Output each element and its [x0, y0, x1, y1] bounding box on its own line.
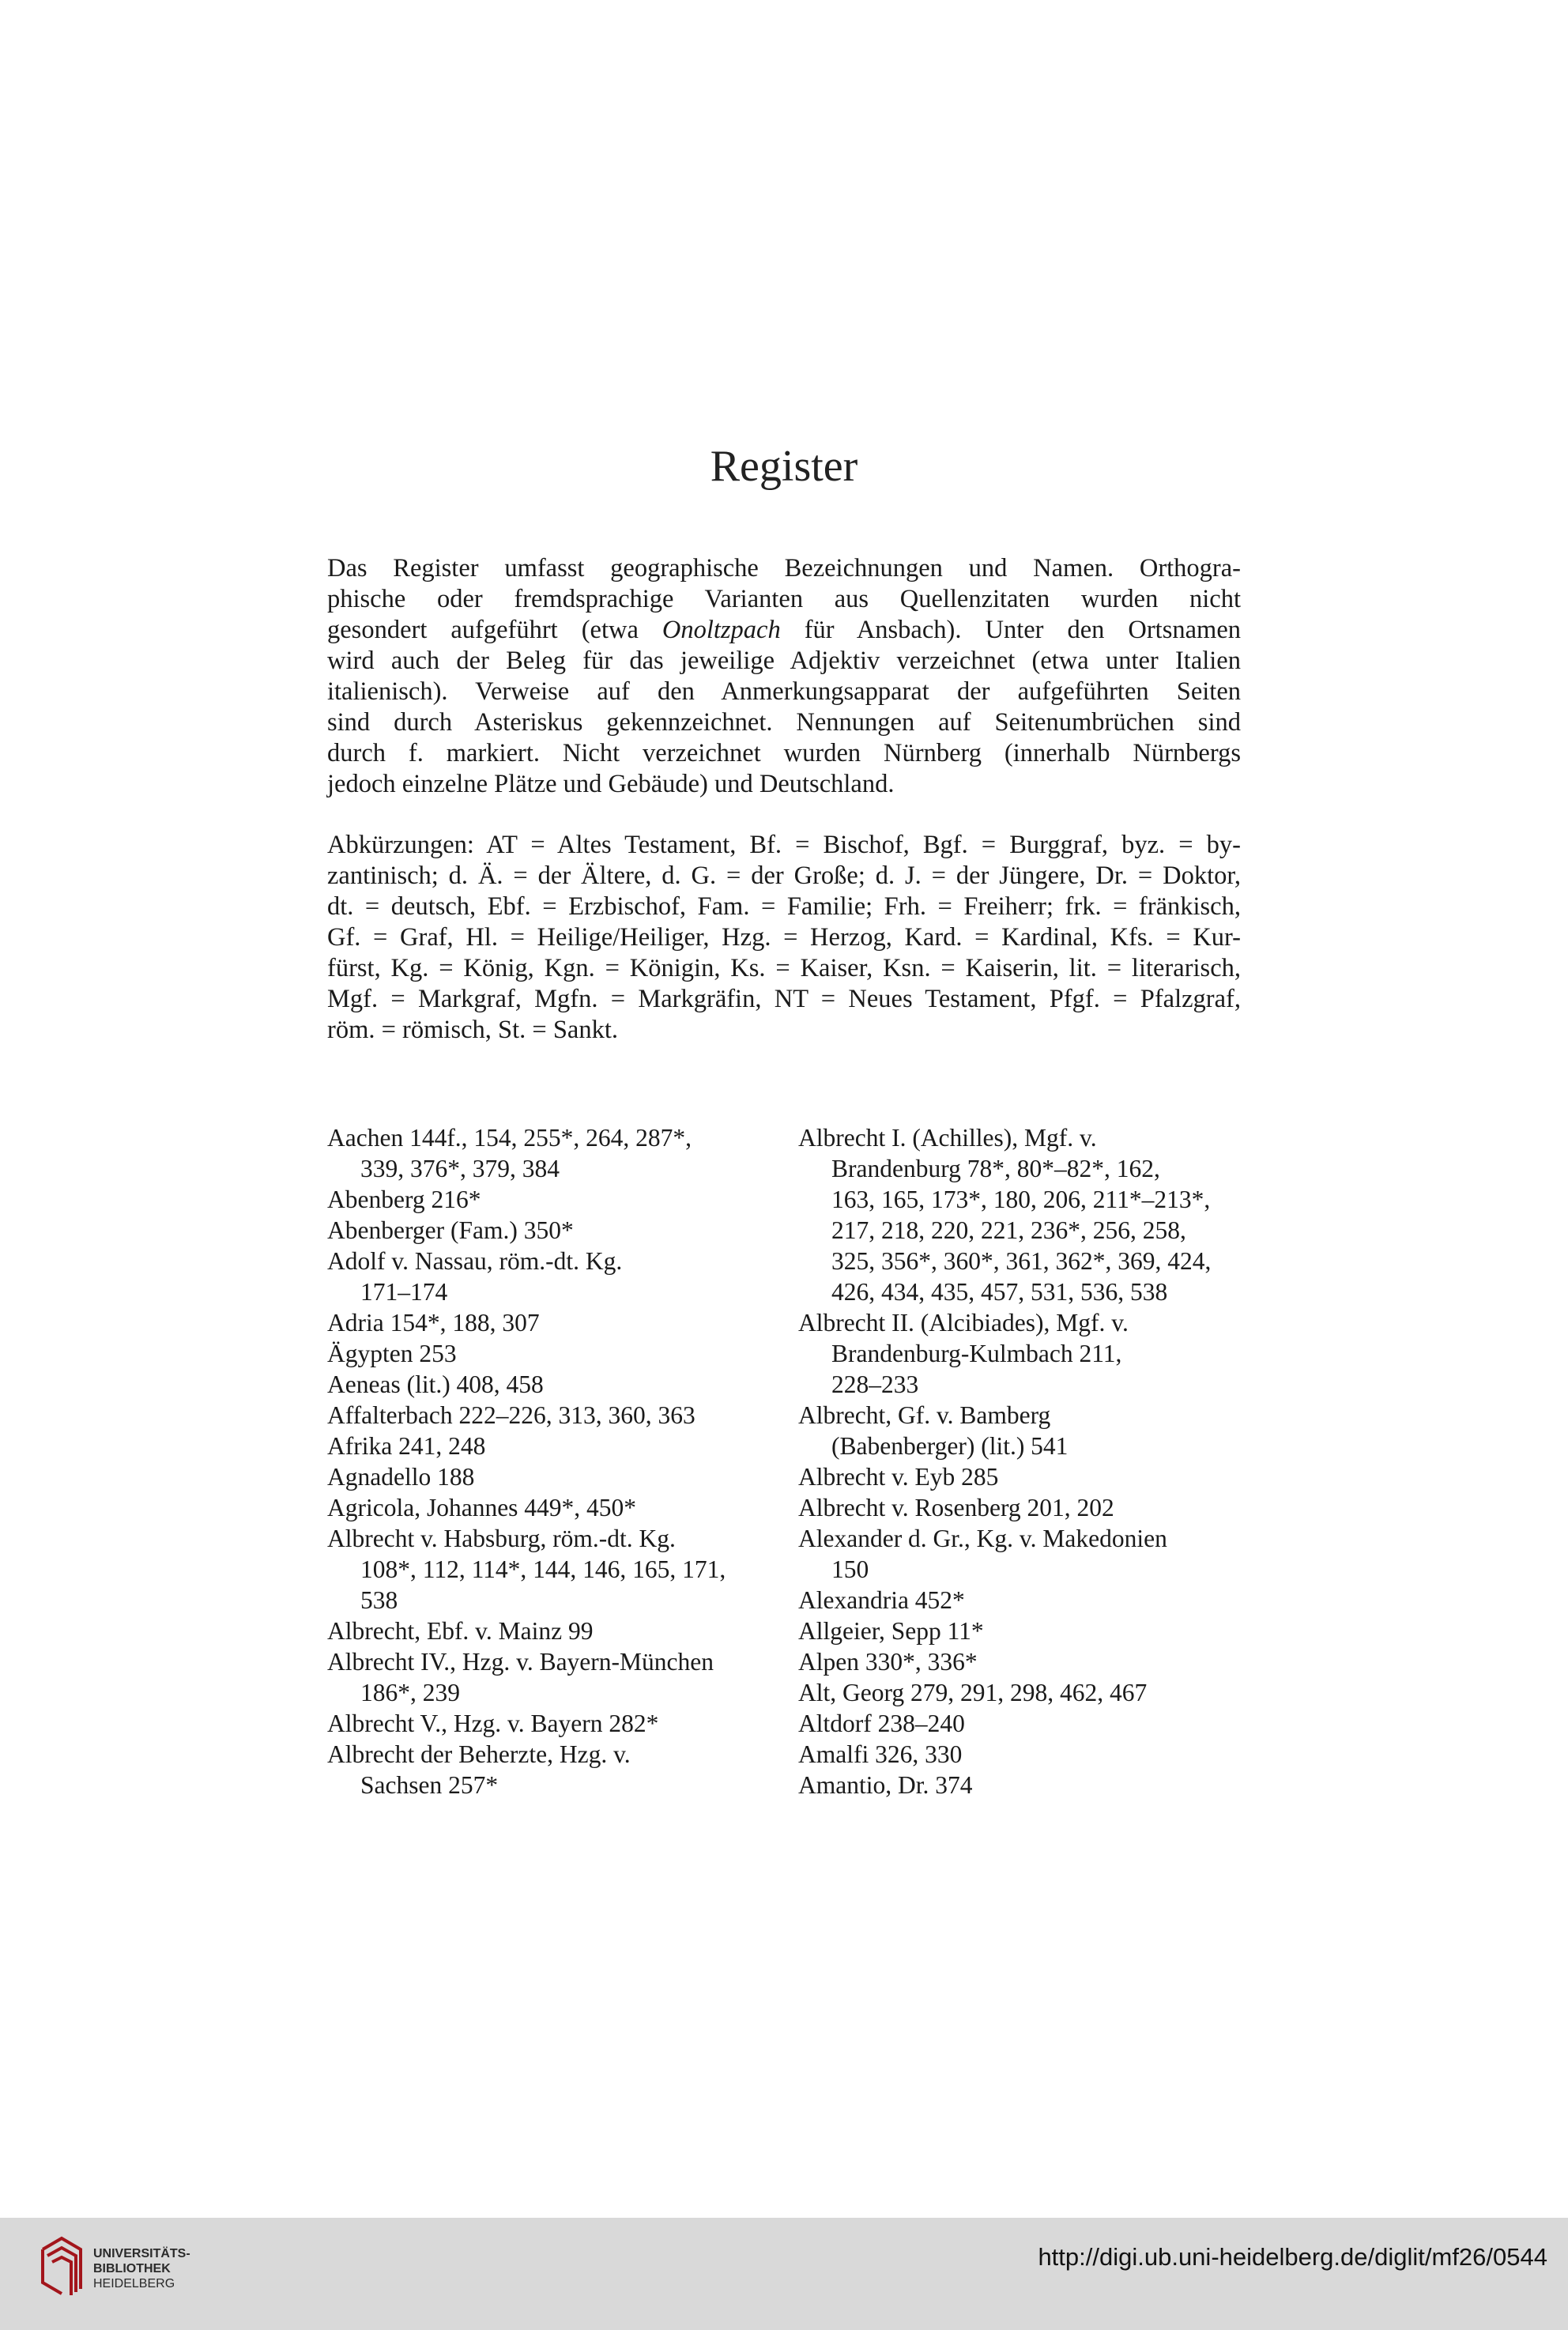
intro-line: durch f. markiert. Nicht verzeichnet wurden Nürnberg (innerhalb Nürnbergs [327, 739, 1241, 767]
index-entry-continuation: (Babenberger) (lit.) 541 [831, 1432, 1069, 1460]
abbreviation-line: Abkürzungen: AT = Altes Testament, Bf. = Bischof, Bgf. = Burggraf, byz. = by- [327, 831, 1241, 859]
index-entry-heading: Allgeier, Sepp 11* [798, 1617, 984, 1645]
index-entry [327, 1184, 786, 1215]
index-entry-heading: Amantio, Dr. 374 [798, 1771, 973, 1799]
index-entry-continuation: 538 [360, 1586, 398, 1614]
index-entry [798, 1461, 1257, 1492]
index-entry-continuation: 426, 434, 435, 457, 531, 536, 538 [831, 1278, 1168, 1306]
index-entry [798, 1677, 1257, 1708]
index-entry-heading: Albrecht, Ebf. v. Mainz 99 [327, 1617, 594, 1645]
index-entry [798, 1400, 1257, 1461]
index-entry-continuation: 217, 218, 220, 221, 236*, 256, 258, [831, 1216, 1186, 1244]
abbreviation-line: zantinisch; d. Ä. = der Ältere, d. G. = der Große; d. J. = der Jüngere, Dr. = Doktor, [327, 861, 1241, 890]
index-entry-continuation: Sachsen 257* [360, 1771, 499, 1799]
index-entry [327, 1461, 786, 1492]
index-entry [327, 1708, 786, 1739]
index-entry-heading: Abenberg 216* [327, 1186, 481, 1213]
index-entry-continuation: Brandenburg-Kulmbach 211, [831, 1340, 1122, 1367]
index-entry-heading: Albrecht II. (Alcibiades), Mgf. v. [798, 1309, 1129, 1337]
index-entry [798, 1739, 1257, 1770]
logo-line-3: HEIDELBERG [93, 2277, 175, 2290]
index-column-right [798, 1122, 1257, 1800]
index-entry-continuation: 150 [831, 1555, 869, 1583]
index-column-left [327, 1122, 786, 1800]
index-entry [327, 1122, 786, 1184]
abbreviation-line: dt. = deutsch, Ebf. = Erzbischof, Fam. = Familie; Frh. = Freiherr; frk. = fränkisch, [327, 892, 1241, 921]
index-entry-heading: Albrecht der Beherzte, Hzg. v. [327, 1740, 631, 1768]
index-entry-continuation: Brandenburg 78*, 80*–82*, 162, [831, 1155, 1160, 1182]
index-entry [798, 1122, 1257, 1307]
index-entry-heading: Alexander d. Gr., Kg. v. Makedonien [798, 1525, 1167, 1552]
index-entry-heading: Alt, Georg 279, 291, 298, 462, 467 [798, 1679, 1148, 1706]
index-entry [798, 1523, 1257, 1585]
index-entry [798, 1708, 1257, 1739]
index-entry-heading: Albrecht I. (Achilles), Mgf. v. [798, 1124, 1097, 1152]
intro-line: wird auch der Beleg für das jeweilige Adjektiv verzeichnet (etwa unter Italien [327, 647, 1241, 675]
index-entry-heading: Albrecht V., Hzg. v. Bayern 282* [327, 1710, 659, 1737]
index-entry-heading: Albrecht IV., Hzg. v. Bayern-München [327, 1648, 714, 1676]
index-entry-heading: Alexandria 452* [798, 1586, 965, 1614]
index-entry [798, 1770, 1257, 1800]
index-entry-heading: Amalfi 326, 330 [798, 1740, 963, 1768]
index-entry-heading: Albrecht v. Rosenberg 201, 202 [798, 1494, 1114, 1521]
index-entry [798, 1616, 1257, 1646]
abbreviation-line: Gf. = Graf, Hl. = Heilige/Heiliger, Hzg. = Herzog, Kard. = Kardinal, Kfs. = Kur- [327, 923, 1241, 952]
index-entry-heading: Aachen 144f., 154, 255*, 264, 287*, [327, 1124, 692, 1152]
intro-paragraph [327, 553, 1241, 800]
index-entry-continuation: 186*, 239 [360, 1679, 460, 1706]
index-entry [327, 1307, 786, 1338]
abbreviation-line: fürst, Kg. = König, Kgn. = Königin, Ks. = Kaiser, Ksn. = Kaiserin, lit. = literarisch, [327, 954, 1241, 982]
index-entry [327, 1492, 786, 1523]
index-entry-continuation: 171–174 [360, 1278, 448, 1306]
index-entry [327, 1616, 786, 1646]
index-entry-heading: Agricola, Johannes 449*, 450* [327, 1494, 637, 1521]
source-url[interactable]: http://digi.ub.uni-heidelberg.de/diglit/mf26/0544 [1038, 2243, 1547, 2271]
index-entry-heading: Altdorf 238–240 [798, 1710, 965, 1737]
index-entry [327, 1369, 786, 1400]
index-entry-continuation: 325, 356*, 360*, 361, 362*, 369, 424, [831, 1247, 1212, 1275]
index-entry [327, 1431, 786, 1461]
abbreviations-paragraph [327, 830, 1241, 1046]
index-entry-heading: Aeneas (lit.) 408, 458 [327, 1370, 544, 1398]
index-entry [327, 1646, 786, 1708]
index-entry-heading: Albrecht, Gf. v. Bamberg [798, 1401, 1051, 1429]
index-entry [798, 1646, 1257, 1677]
index-entry [327, 1215, 786, 1246]
index-entry-heading: Alpen 330*, 336* [798, 1648, 978, 1676]
logo-line-1: UNIVERSITÄTS- [93, 2247, 190, 2260]
index-entry-heading: Abenberger (Fam.) 350* [327, 1216, 574, 1244]
index-entry-continuation: 163, 165, 173*, 180, 206, 211*–213*, [831, 1186, 1211, 1213]
intro-line: italienisch). Verweise auf den Anmerkungsapparat der aufgeführten Seiten [327, 677, 1241, 706]
index-entry-heading: Albrecht v. Habsburg, röm.-dt. Kg. [327, 1525, 676, 1552]
index-entry [327, 1338, 786, 1369]
index-entry-heading: Adria 154*, 188, 307 [327, 1309, 540, 1337]
index-entry-heading: Afrika 241, 248 [327, 1432, 486, 1460]
footer-bar [0, 2218, 1568, 2330]
library-logo-text [93, 2246, 190, 2291]
logo-line-2: BIBLIOTHEK [93, 2262, 171, 2275]
index-entry-heading: Agnadello 188 [327, 1463, 475, 1491]
abbreviation-line: Mgf. = Markgraf, Mgfn. = Markgräfin, NT = Neues Testament, Pfgf. = Pfalzgraf, [327, 985, 1241, 1013]
intro-line: jedoch einzelne Plätze und Gebäude) und Deutschland. [327, 770, 895, 798]
index-entry-heading: Adolf v. Nassau, röm.-dt. Kg. [327, 1247, 623, 1275]
page-title: Register [710, 442, 858, 491]
index-entry [798, 1307, 1257, 1400]
index-entry [327, 1400, 786, 1431]
index-entry [798, 1492, 1257, 1523]
index-entry-heading: Albrecht v. Eyb 285 [798, 1463, 999, 1491]
library-logo-icon [38, 2234, 87, 2298]
intro-line: sind durch Asteriskus gekennzeichnet. Nennungen auf Seitenumbrüchen sind [327, 708, 1241, 737]
index-entry-continuation: 228–233 [831, 1370, 919, 1398]
index-entry-heading: Affalterbach 222–226, 313, 360, 363 [327, 1401, 695, 1429]
intro-line: phische oder fremdsprachige Varianten aus Quellenzitaten wurden nicht [327, 585, 1241, 613]
index-entry [327, 1523, 786, 1616]
index-entry-continuation: 339, 376*, 379, 384 [360, 1155, 560, 1182]
index-entry-continuation: 108*, 112, 114*, 144, 146, 165, 171, [360, 1555, 726, 1583]
index-entry-heading: Ägypten 253 [327, 1340, 457, 1367]
index-entry [327, 1246, 786, 1307]
intro-line: Das Register umfasst geographische Bezeichnungen und Namen. Orthogra- [327, 554, 1241, 582]
index-entry [798, 1585, 1257, 1616]
index-entry [327, 1739, 786, 1800]
intro-line: gesondert aufgeführt (etwa Onoltzpach für Ansbach). Unter den Ortsnamen [327, 616, 1241, 644]
abbreviation-line: röm. = römisch, St. = Sankt. [327, 1016, 618, 1044]
